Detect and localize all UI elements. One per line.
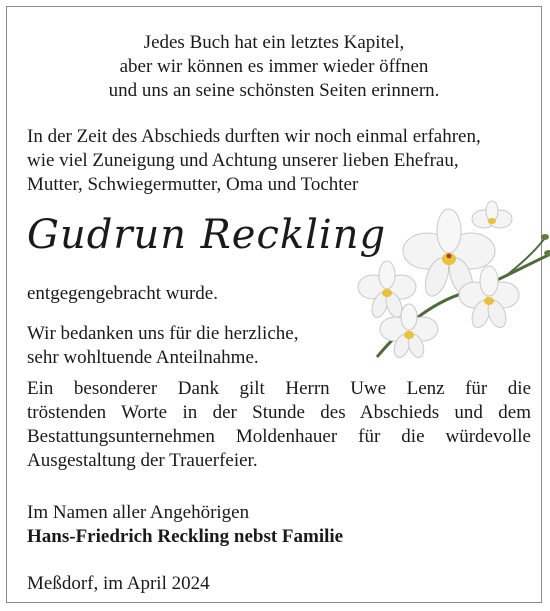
intro-line: wie viel Zuneigung und Achtung unserer lieben Ehefrau, <box>27 150 459 171</box>
thanks-line: Ein besonderer Dank gilt Herrn Uwe Lenz für die <box>27 378 531 399</box>
poem <box>7 31 541 103</box>
signoff <box>27 501 343 549</box>
sympathy-line: Wir bedanken uns für die herzliche, <box>27 323 299 344</box>
received-line: entgegengebracht wurde. <box>27 283 218 304</box>
sympathy-line: sehr wohltuende Anteilnahme. <box>27 347 259 368</box>
thanks-line: Bestattungsunternehmen Moldenhauer für die würdevolle <box>27 426 531 447</box>
obituary-card <box>6 6 542 603</box>
special-thanks-paragraph <box>27 377 531 473</box>
on-behalf-line: Im Namen aller Angehörigen <box>27 502 250 523</box>
sympathy-paragraph <box>27 322 298 370</box>
thanks-line: tröstenden Worte in der Stunde des Abschieds und dem <box>27 402 531 423</box>
intro-paragraph <box>27 125 537 197</box>
poem-line: aber wir können es immer wieder öffnen <box>119 56 429 77</box>
intro-line: Mutter, Schwiegermutter, Oma und Tochter <box>27 174 359 195</box>
orchid-illustration <box>357 197 550 367</box>
poem-line: und uns an seine schönsten Seiten erinnern. <box>108 80 440 101</box>
intro-line: In der Zeit des Abschieds durften wir noch einmal erfahren, <box>27 126 481 147</box>
thanks-line: Ausgestaltung der Trauerfeier. <box>27 450 258 471</box>
deceased-name: Gudrun Reckling <box>27 212 387 258</box>
place-date: Meßdorf, im April 2024 <box>27 573 210 594</box>
poem-line: Jedes Buch hat ein letztes Kapitel, <box>143 32 405 53</box>
signer-name: Hans-Friedrich Reckling nebst Familie <box>27 526 344 547</box>
